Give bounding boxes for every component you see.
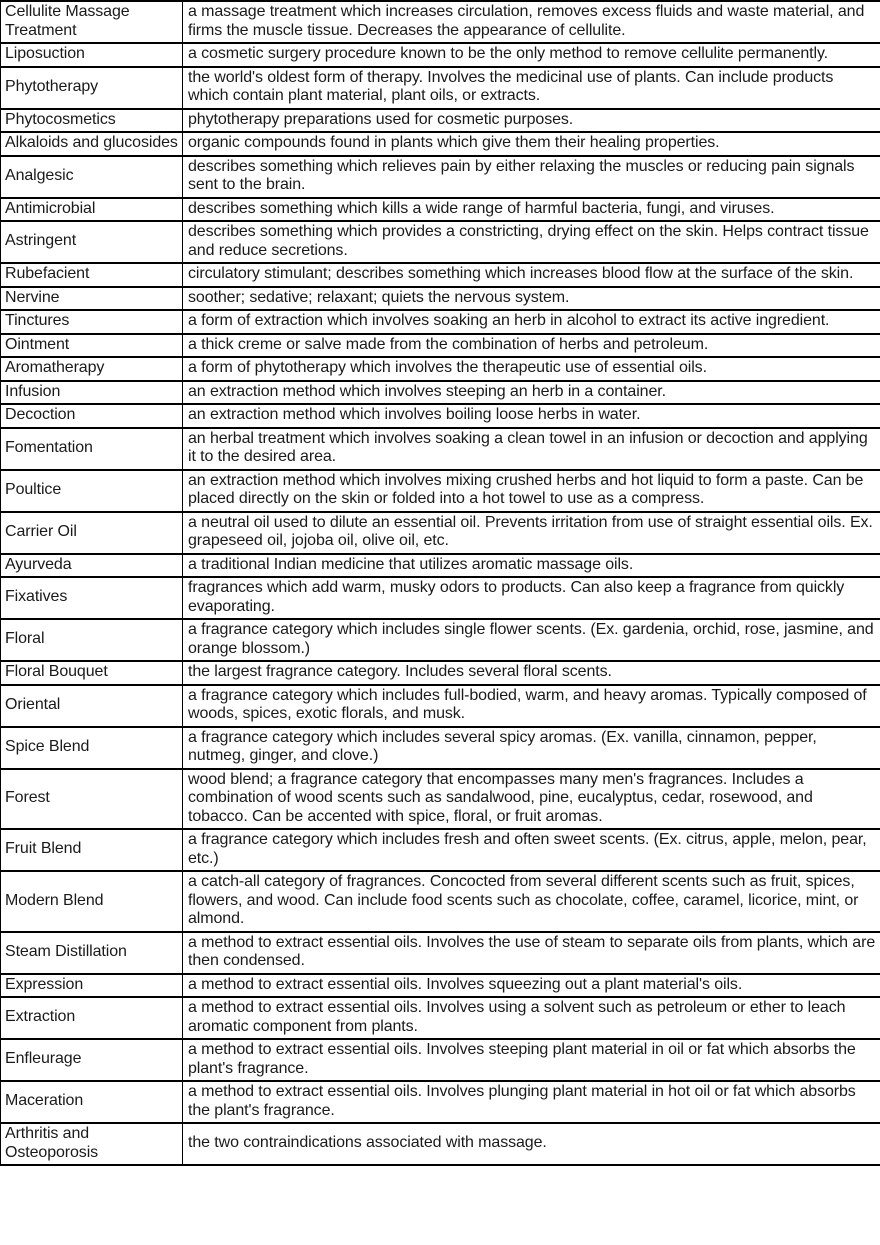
definition-cell: a fragrance category which includes single flower scents. (Ex. gardenia, orchid, rose, jasmine, and orange blossom.) xyxy=(183,619,880,661)
table-row xyxy=(1,1081,880,1123)
table-row xyxy=(1,156,880,198)
definition-cell: circulatory stimulant; describes something which increases blood flow at the surface of the skin. xyxy=(183,263,880,287)
definition-cell: fragrances which add warm, musky odors to products. Can also keep a fragrance from quickly evaporating. xyxy=(183,577,880,619)
term-cell: Maceration xyxy=(1,1081,183,1123)
table-row xyxy=(1,769,880,830)
term-cell: Fruit Blend xyxy=(1,829,183,871)
term-cell: Nervine xyxy=(1,287,183,311)
definition-cell: describes something which relieves pain by either relaxing the muscles or reducing pain signals sent to the brain. xyxy=(183,156,880,198)
definition-cell: a fragrance category which includes full-bodied, warm, and heavy aromas. Typically composed of woods, spices, exotic florals, and musk. xyxy=(183,685,880,727)
term-cell: Cellulite Massage Treatment xyxy=(1,1,183,43)
table-row xyxy=(1,198,880,222)
table-row xyxy=(1,470,880,512)
definition-cell: a method to extract essential oils. Involves the use of steam to separate oils from plants, which are then condensed. xyxy=(183,932,880,974)
definition-cell: a traditional Indian medicine that utilizes aromatic massage oils. xyxy=(183,554,880,578)
definition-cell: an extraction method which involves mixing crushed herbs and hot liquid to form a paste. Can be placed directly on the skin or folded into a hot towel to use as a compress. xyxy=(183,470,880,512)
term-cell: Forest xyxy=(1,769,183,830)
table-row xyxy=(1,334,880,358)
definition-cell: an extraction method which involves steeping an herb in a container. xyxy=(183,381,880,405)
table-row xyxy=(1,932,880,974)
table-row xyxy=(1,357,880,381)
table-row xyxy=(1,577,880,619)
table-row xyxy=(1,871,880,932)
table-row xyxy=(1,381,880,405)
definition-cell: phytotherapy preparations used for cosmetic purposes. xyxy=(183,109,880,133)
glossary-table-body xyxy=(1,1,880,1165)
table-row xyxy=(1,43,880,67)
table-row xyxy=(1,263,880,287)
term-cell: Aromatherapy xyxy=(1,357,183,381)
definition-cell: a method to extract essential oils. Involves using a solvent such as petroleum or ether to leach aromatic component from plants. xyxy=(183,997,880,1039)
table-row xyxy=(1,1123,880,1165)
definition-cell: organic compounds found in plants which give them their healing properties. xyxy=(183,132,880,156)
definition-cell: a method to extract essential oils. Involves plunging plant material in hot oil or fat which absorbs the plant's fragrance. xyxy=(183,1081,880,1123)
definition-cell: a fragrance category which includes several spicy aromas. (Ex. vanilla, cinnamon, pepper, nutmeg, ginger, and clove.) xyxy=(183,727,880,769)
table-row xyxy=(1,109,880,133)
term-cell: Astringent xyxy=(1,221,183,263)
table-row xyxy=(1,661,880,685)
table-row xyxy=(1,997,880,1039)
table-row xyxy=(1,428,880,470)
table-row xyxy=(1,132,880,156)
table-row xyxy=(1,685,880,727)
term-cell: Steam Distillation xyxy=(1,932,183,974)
definition-cell: a fragrance category which includes fresh and often sweet scents. (Ex. citrus, apple, melon, pear, etc.) xyxy=(183,829,880,871)
definition-cell: a method to extract essential oils. Involves squeezing out a plant material's oils. xyxy=(183,974,880,998)
term-cell: Phytotherapy xyxy=(1,67,183,109)
term-cell: Liposuction xyxy=(1,43,183,67)
table-row xyxy=(1,829,880,871)
term-cell: Expression xyxy=(1,974,183,998)
definition-cell: describes something which kills a wide range of harmful bacteria, fungi, and viruses. xyxy=(183,198,880,222)
table-row xyxy=(1,1039,880,1081)
term-cell: Infusion xyxy=(1,381,183,405)
term-cell: Analgesic xyxy=(1,156,183,198)
definition-cell: a form of phytotherapy which involves the therapeutic use of essential oils. xyxy=(183,357,880,381)
term-cell: Fomentation xyxy=(1,428,183,470)
term-cell: Modern Blend xyxy=(1,871,183,932)
definition-cell: a cosmetic surgery procedure known to be the only method to remove cellulite permanently. xyxy=(183,43,880,67)
term-cell: Floral xyxy=(1,619,183,661)
definition-cell: a catch-all category of fragrances. Concocted from several different scents such as fruit, spices, flowers, and wood. Can include food scents such as chocolate, coffee, caramel, licorice, mint, or almond. xyxy=(183,871,880,932)
definition-cell: the world's oldest form of therapy. Involves the medicinal use of plants. Can include products which contain plant material, plant oils, or extracts. xyxy=(183,67,880,109)
table-row xyxy=(1,727,880,769)
term-cell: Oriental xyxy=(1,685,183,727)
definition-cell: a neutral oil used to dilute an essential oil. Prevents irritation from use of straight essential oils. Ex. grapeseed oil, jojoba oil, olive oil, etc. xyxy=(183,512,880,554)
definition-cell: an extraction method which involves boiling loose herbs in water. xyxy=(183,404,880,428)
definition-cell: soother; sedative; relaxant; quiets the nervous system. xyxy=(183,287,880,311)
term-cell: Tinctures xyxy=(1,310,183,334)
table-row xyxy=(1,404,880,428)
definition-cell: a method to extract essential oils. Involves steeping plant material in oil or fat which absorbs the plant's fragrance. xyxy=(183,1039,880,1081)
definition-cell: a massage treatment which increases circulation, removes excess fluids and waste material, and firms the muscle tissue. Decreases the appearance of cellulite. xyxy=(183,1,880,43)
term-cell: Rubefacient xyxy=(1,263,183,287)
term-cell: Poultice xyxy=(1,470,183,512)
term-cell: Alkaloids and glucosides xyxy=(1,132,183,156)
table-row xyxy=(1,221,880,263)
definition-cell: describes something which provides a constricting, drying effect on the skin. Helps contract tissue and reduce secretions. xyxy=(183,221,880,263)
definition-cell: a form of extraction which involves soaking an herb in alcohol to extract its active ingredient. xyxy=(183,310,880,334)
term-cell: Phytocosmetics xyxy=(1,109,183,133)
table-row xyxy=(1,310,880,334)
term-cell: Antimicrobial xyxy=(1,198,183,222)
term-cell: Floral Bouquet xyxy=(1,661,183,685)
table-row xyxy=(1,974,880,998)
table-row xyxy=(1,67,880,109)
term-cell: Arthritis and Osteoporosis xyxy=(1,1123,183,1165)
definition-cell: an herbal treatment which involves soaking a clean towel in an infusion or decoction and applying it to the desired area. xyxy=(183,428,880,470)
definition-cell: a thick creme or salve made from the combination of herbs and petroleum. xyxy=(183,334,880,358)
term-cell: Enfleurage xyxy=(1,1039,183,1081)
term-cell: Carrier Oil xyxy=(1,512,183,554)
definition-cell: wood blend; a fragrance category that encompasses many men's fragrances. Includes a combination of wood scents such as sandalwood, pine, eucalyptus, cedar, rosewood, and tobacco. Can be accented with spice, floral, or fruit aromas. xyxy=(183,769,880,830)
table-row xyxy=(1,1,880,43)
table-row xyxy=(1,287,880,311)
table-row xyxy=(1,512,880,554)
term-cell: Ayurveda xyxy=(1,554,183,578)
definition-cell: the two contraindications associated with massage. xyxy=(183,1123,880,1165)
term-cell: Decoction xyxy=(1,404,183,428)
table-row xyxy=(1,619,880,661)
definition-cell: the largest fragrance category. Includes several floral scents. xyxy=(183,661,880,685)
term-cell: Ointment xyxy=(1,334,183,358)
term-cell: Spice Blend xyxy=(1,727,183,769)
term-cell: Extraction xyxy=(1,997,183,1039)
table-row xyxy=(1,554,880,578)
term-cell: Fixatives xyxy=(1,577,183,619)
